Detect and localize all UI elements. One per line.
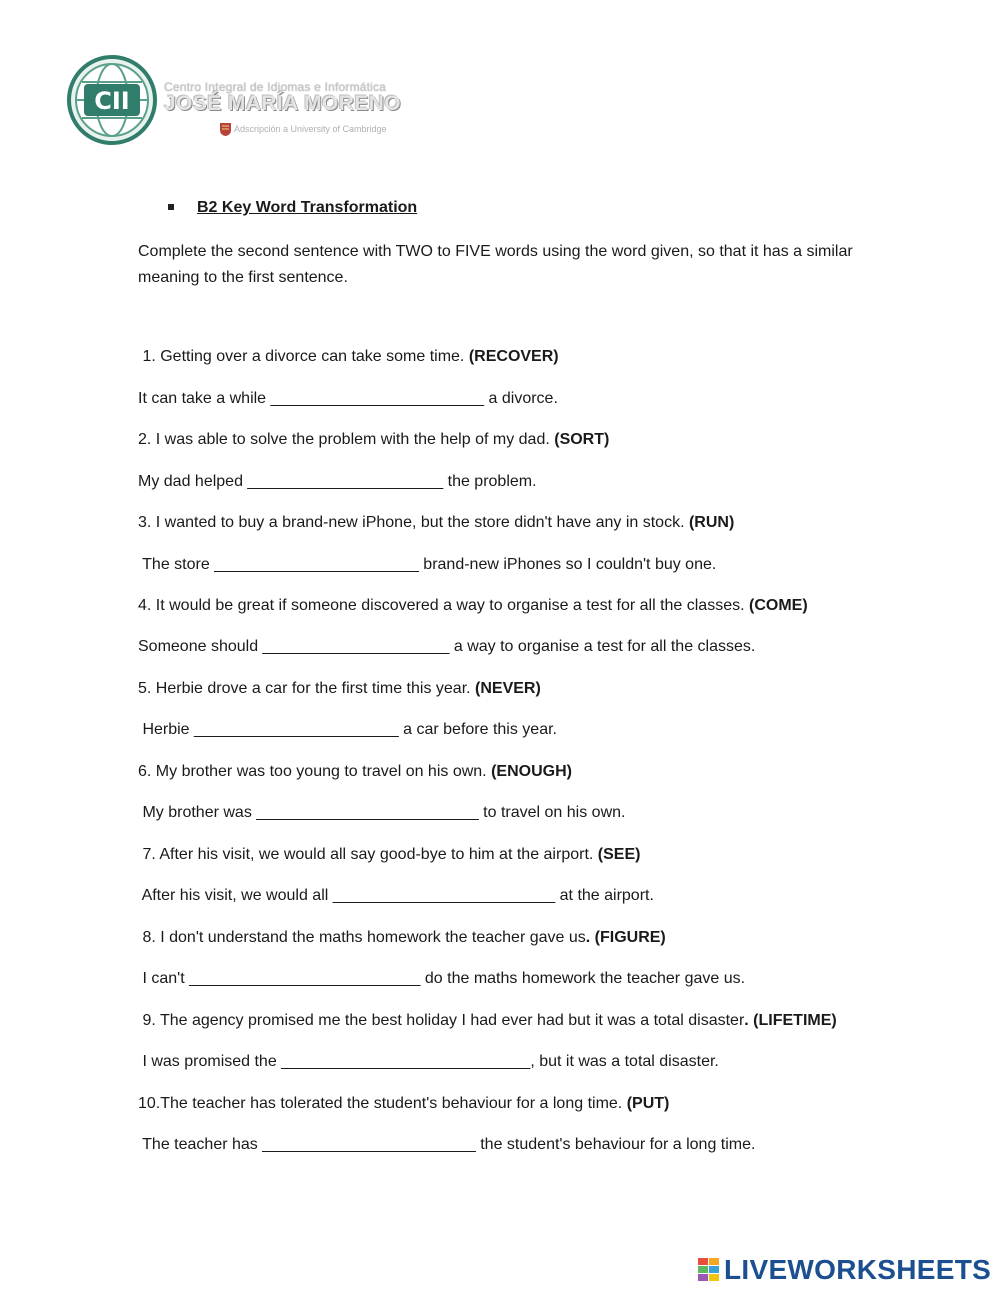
key-word: (SEE) — [597, 846, 641, 863]
school-logo — [66, 54, 406, 146]
key-word: (RUN) — [688, 514, 735, 531]
question-7 — [138, 846, 640, 864]
instructions: Complete the second sentence with TWO to FIVE words using the word given, so that it has a similar meaning to the first sentence. — [138, 243, 853, 286]
logo-affiliation: Adscripción a University of Cambridge — [234, 124, 387, 134]
globe-logo-icon — [66, 54, 158, 146]
answer-8[interactable]: I can't __________________________ do the maths homework the teacher gave us. — [138, 970, 746, 987]
question-text: 3. I wanted to buy a brand-new iPhone, but the store didn't have any in stock. — [138, 514, 689, 531]
logo-monogram: CII — [94, 87, 130, 115]
answer-3[interactable]: The store _______________________ brand-new iPhones so I couldn't buy one. — [138, 556, 717, 573]
liveworksheets-text: LIVEWORKSHEETS — [724, 1254, 992, 1285]
question-10 — [138, 1095, 669, 1113]
answer-2[interactable]: My dad helped ______________________ the problem. — [138, 473, 537, 490]
question-2 — [138, 431, 609, 449]
question-text: 2. I was able to solve the problem with the help of my dad. — [138, 431, 555, 448]
question-text: 1. Getting over a divorce can take some time. — [138, 348, 469, 365]
key-word: (ENOUGH) — [491, 763, 572, 780]
liveworksheets-logo-icon — [698, 1258, 720, 1282]
key-word: . (LIFETIME) — [744, 1012, 837, 1029]
question-3 — [138, 514, 734, 532]
answer-5[interactable]: Herbie _______________________ a car before this year. — [138, 721, 557, 738]
question-4 — [138, 597, 808, 615]
question-5 — [138, 680, 541, 698]
bullet-icon — [168, 204, 174, 210]
question-8 — [138, 929, 666, 947]
question-text: 9. The agency promised me the best holiday I had ever had but it was a total disaster — [138, 1012, 745, 1029]
question-text: 7. After his visit, we would all say good-bye to him at the airport. — [138, 846, 598, 863]
key-word: . (FIGURE) — [585, 929, 666, 946]
logo-subtitle: Centro Integral de Idiomas e Informática — [164, 80, 387, 94]
answer-6[interactable]: My brother was _________________________ to travel on his own. — [138, 804, 626, 821]
question-text: 8. I don't understand the maths homework the teacher gave us — [138, 929, 586, 946]
key-word: (NEVER) — [475, 680, 541, 697]
key-word: (RECOVER) — [468, 348, 559, 365]
key-word: (PUT) — [626, 1095, 670, 1112]
answer-9[interactable]: I was promised the ____________________________, but it was a total disaster. — [138, 1053, 719, 1070]
question-text: 10.The teacher has tolerated the student's behaviour for a long time. — [138, 1095, 627, 1112]
question-6 — [138, 763, 572, 781]
page-title: B2 Key Word Transformation — [197, 199, 418, 216]
question-text: 5. Herbie drove a car for the first time this year. — [138, 680, 476, 697]
answer-4[interactable]: Someone should _____________________ a way to organise a test for all the classes. — [138, 638, 756, 655]
answer-1[interactable]: It can take a while ________________________ a divorce. — [138, 390, 558, 407]
answer-7[interactable]: After his visit, we would all _________________________ at the airport. — [138, 887, 654, 904]
question-9 — [138, 1012, 837, 1030]
key-word: (COME) — [749, 597, 808, 614]
question-text: 4. It would be great if someone discovered a way to organise a test for all the classes. — [138, 597, 749, 614]
question-text: 6. My brother was too young to travel on his own. — [138, 763, 492, 780]
logo-name: JOSÉ MARÍA MORENO — [164, 92, 402, 115]
cambridge-crest-icon — [220, 123, 231, 136]
answer-10[interactable]: The teacher has ________________________ the student's behaviour for a long time. — [138, 1136, 756, 1153]
key-word: (SORT) — [554, 431, 610, 448]
question-1 — [138, 348, 559, 366]
